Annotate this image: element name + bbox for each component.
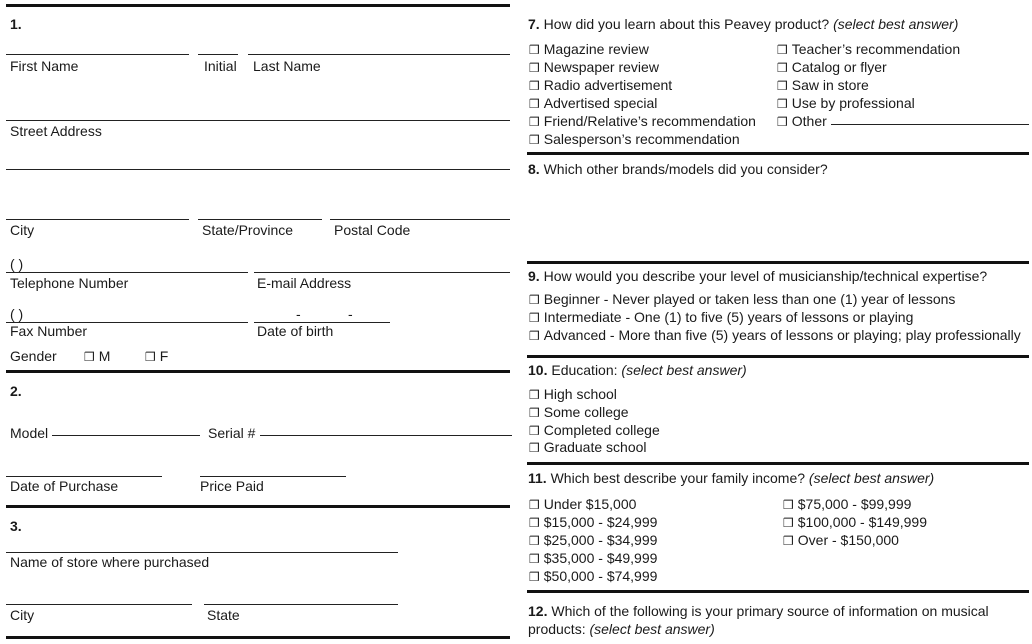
q7-option[interactable]	[777, 77, 869, 94]
telephone-field[interactable]	[6, 272, 248, 273]
q9-option-beginner[interactable]	[529, 291, 955, 308]
q8-text: Which other brands/models did you consider?	[543, 161, 828, 177]
q7-question	[528, 16, 958, 32]
q9-option-intermediate[interactable]	[529, 309, 913, 326]
q12-text-2: products:	[528, 621, 586, 637]
gender-female-option[interactable]	[145, 348, 168, 365]
q11-option-label: $15,000 - $24,999	[543, 514, 658, 530]
section-1-rule	[6, 4, 510, 7]
checkbox-icon: ❒	[529, 424, 540, 438]
q12-number: 12.	[528, 603, 548, 619]
gender-male-option[interactable]	[84, 348, 110, 365]
q10-rule	[527, 355, 1029, 358]
checkbox-icon: ❒	[529, 498, 540, 512]
dob-separator-2: -	[348, 306, 353, 322]
gender-male-label: M	[98, 348, 111, 364]
q7-option-label: Newspaper review	[543, 59, 659, 75]
checkbox-icon: ❒	[529, 97, 540, 111]
q10-hint: (select best answer)	[621, 362, 747, 378]
state-province-label: State/Province	[202, 222, 294, 238]
checkbox-icon: ❒	[529, 43, 540, 57]
q7-option[interactable]	[777, 95, 915, 112]
initial-label: Initial	[204, 58, 237, 74]
q9-option-label: Beginner - Never played or taken less than one (1) year of lessons	[543, 291, 956, 307]
checkbox-icon: ❒	[529, 329, 540, 343]
q8-question	[528, 161, 828, 177]
store-city-label: City	[10, 607, 35, 623]
q7-text: How did you learn about this Peavey product?	[543, 16, 830, 32]
checkbox-icon: ❒	[529, 570, 540, 584]
q8-number: 8.	[528, 161, 540, 177]
last-name-field[interactable]	[248, 54, 510, 55]
serial-field[interactable]	[260, 435, 512, 436]
fax-area-code: ( )	[10, 306, 24, 322]
checkbox-icon: ❒	[783, 534, 794, 548]
q7-option[interactable]	[529, 59, 659, 76]
q12-rule	[527, 590, 1029, 593]
q11-option[interactable]	[529, 532, 657, 549]
street-address-label: Street Address	[10, 123, 102, 139]
first-name-label: First Name	[10, 58, 79, 74]
street-address-field[interactable]	[6, 120, 510, 121]
q11-question	[528, 470, 934, 486]
model-label: Model	[10, 425, 49, 441]
q9-question	[528, 268, 987, 284]
store-city-field[interactable]	[6, 604, 192, 605]
q11-option[interactable]	[529, 496, 636, 513]
q11-number: 11.	[528, 470, 547, 486]
state-province-field[interactable]	[198, 219, 322, 220]
q7-option-label: Radio advertisement	[543, 77, 673, 93]
date-of-birth-label: Date of birth	[257, 323, 334, 339]
checkbox-icon: ❒	[777, 43, 788, 57]
checkbox-icon: ❒	[529, 388, 540, 402]
checkbox-icon: ❒	[529, 61, 540, 75]
q8-rule	[527, 152, 1029, 155]
q10-option-label: Some college	[543, 404, 629, 420]
checkbox-icon: ❒	[529, 406, 540, 420]
store-name-label: Name of store where purchased	[10, 554, 210, 570]
q7-option-label: Friend/Relative’s recommendation	[543, 113, 756, 129]
q11-rule	[527, 462, 1029, 465]
q7-hint: (select best answer)	[833, 16, 959, 32]
section-3-rule	[6, 505, 510, 508]
q7-option[interactable]	[529, 113, 756, 130]
checkbox-icon: ❒	[84, 350, 95, 364]
q11-option[interactable]	[783, 514, 927, 531]
q11-hint: (select best answer)	[808, 470, 935, 486]
q7-option[interactable]	[777, 59, 887, 76]
q11-option[interactable]	[529, 568, 657, 585]
street-address-line-2[interactable]	[6, 169, 510, 170]
email-field[interactable]	[254, 272, 510, 273]
postal-code-field[interactable]	[330, 219, 510, 220]
q9-option-advanced[interactable]	[529, 327, 1021, 344]
gender-female-label: F	[159, 348, 169, 364]
q7-option-label: Saw in store	[791, 77, 869, 93]
q11-option-label: $75,000 - $99,999	[797, 496, 912, 512]
q7-other-field[interactable]	[831, 124, 1029, 125]
q10-option[interactable]	[529, 404, 629, 421]
gender-label: Gender	[10, 348, 57, 364]
q11-option-label: Over - $150,000	[797, 532, 899, 548]
q11-option[interactable]	[529, 514, 657, 531]
city-label: City	[10, 222, 35, 238]
q11-text: Which best describe your family income?	[550, 470, 806, 486]
postal-code-label: Postal Code	[334, 222, 411, 238]
checkbox-icon: ❒	[529, 534, 540, 548]
store-state-label: State	[207, 607, 240, 623]
q7-option-label: Teacher’s recommendation	[791, 41, 961, 57]
q10-option-label: Completed college	[543, 422, 660, 438]
q7-option-label: Salesperson’s recommendation	[543, 131, 740, 147]
q12-question-line1	[528, 603, 989, 619]
q7-option-label: Advertised special	[543, 95, 658, 111]
q11-option[interactable]	[783, 496, 911, 513]
q7-option[interactable]	[529, 131, 740, 148]
telephone-label: Telephone Number	[10, 275, 129, 291]
city-field[interactable]	[6, 219, 189, 220]
checkbox-icon: ❒	[777, 79, 788, 93]
date-of-purchase-label: Date of Purchase	[10, 478, 119, 494]
q10-option[interactable]	[529, 422, 660, 439]
serial-label: Serial #	[208, 425, 256, 441]
q10-option[interactable]	[529, 386, 617, 403]
initial-field[interactable]	[198, 54, 238, 55]
q11-option-label: $25,000 - $34,999	[543, 532, 658, 548]
section-1-number: 1.	[10, 16, 22, 32]
checkbox-icon: ❒	[529, 115, 540, 129]
email-label: E-mail Address	[257, 275, 352, 291]
q11-option-label: $50,000 - $74,999	[543, 568, 658, 584]
checkbox-icon: ❒	[529, 293, 540, 307]
section-3-number: 3.	[10, 518, 22, 534]
q10-option-label: High school	[543, 386, 617, 402]
checkbox-icon: ❒	[529, 133, 540, 147]
model-field[interactable]	[52, 435, 200, 436]
q10-question	[528, 362, 747, 378]
dob-separator-1: -	[296, 306, 301, 322]
q9-option-label: Advanced - More than five (5) years of lessons or playing; play professionally	[543, 327, 1021, 343]
fax-label: Fax Number	[10, 323, 88, 339]
q7-option[interactable]	[529, 95, 657, 112]
q11-option[interactable]	[529, 550, 657, 567]
checkbox-icon: ❒	[529, 79, 540, 93]
section-3-bottom-rule	[6, 636, 510, 639]
q12-text: Which of the following is your primary source of information on musical	[551, 603, 989, 619]
telephone-area-code: ( )	[10, 256, 24, 272]
checkbox-icon: ❒	[529, 516, 540, 530]
store-name-field[interactable]	[6, 552, 398, 553]
q9-number: 9.	[528, 268, 540, 284]
checkbox-icon: ❒	[777, 61, 788, 75]
store-state-field[interactable]	[204, 604, 398, 605]
q7-number: 7.	[528, 16, 540, 32]
checkbox-icon: ❒	[783, 516, 794, 530]
checkbox-icon: ❒	[777, 97, 788, 111]
q10-text: Education:	[551, 362, 618, 378]
date-of-purchase-field[interactable]	[6, 476, 162, 477]
checkbox-icon: ❒	[529, 311, 540, 325]
q11-option-label: Under $15,000	[543, 496, 637, 512]
q11-option-label: $100,000 - $149,999	[797, 514, 927, 530]
checkbox-icon: ❒	[777, 115, 788, 129]
q12-question-line2	[528, 621, 715, 637]
q7-option-label: Use by professional	[791, 95, 915, 111]
price-paid-field[interactable]	[200, 476, 346, 477]
last-name-label: Last Name	[253, 58, 321, 74]
checkbox-icon: ❒	[529, 552, 540, 566]
q7-option[interactable]	[529, 41, 649, 58]
checkbox-icon: ❒	[145, 350, 156, 364]
q7-option[interactable]	[777, 41, 960, 58]
q9-option-label: Intermediate - One (1) to five (5) years of lessons or playing	[543, 309, 914, 325]
first-name-field[interactable]	[6, 54, 189, 55]
q8-answer-area[interactable]	[528, 180, 1028, 258]
checkbox-icon: ❒	[783, 498, 794, 512]
q10-number: 10.	[528, 362, 548, 378]
price-paid-label: Price Paid	[200, 478, 264, 494]
q12-hint: (select best answer)	[589, 621, 715, 637]
section-2-rule	[6, 370, 510, 373]
q11-option-label: $35,000 - $49,999	[543, 550, 658, 566]
q9-text: How would you describe your level of musicianship/technical expertise?	[543, 268, 988, 284]
q7-option-label: Magazine review	[543, 41, 649, 57]
q10-option-label: Graduate school	[543, 439, 647, 455]
q7-option-label: Catalog or flyer	[791, 59, 887, 75]
q11-option[interactable]	[783, 532, 899, 549]
q10-option[interactable]	[529, 439, 647, 456]
q9-rule	[527, 261, 1029, 264]
q7-option[interactable]	[529, 77, 672, 94]
q7-option-other[interactable]	[777, 113, 827, 130]
checkbox-icon: ❒	[529, 441, 540, 455]
q7-option-label: Other	[791, 113, 827, 129]
section-2-number: 2.	[10, 383, 22, 399]
